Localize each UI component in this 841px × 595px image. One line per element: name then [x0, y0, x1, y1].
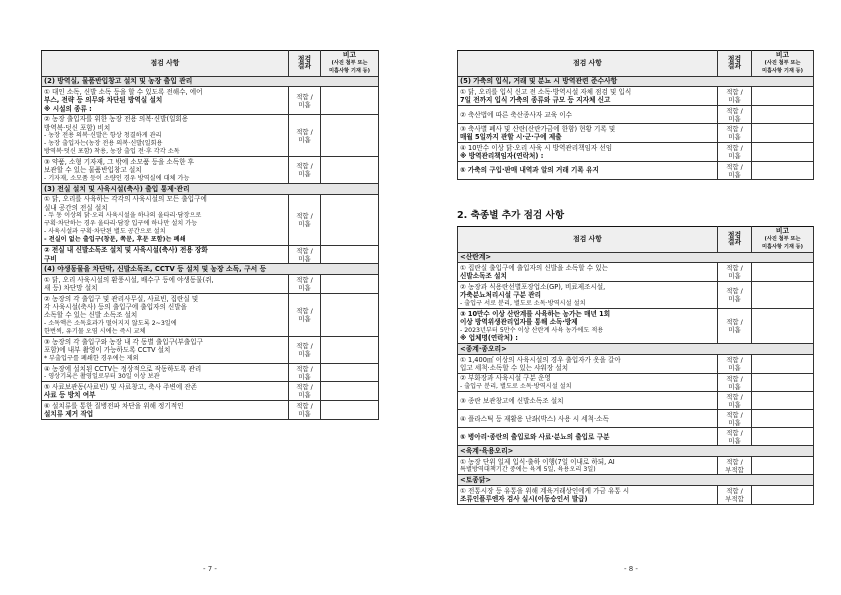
note-cell[interactable] [321, 245, 379, 264]
result-cell[interactable]: 적합 / 미흡 [718, 410, 752, 428]
check-item: ④ 농장에 설치된 CCTV는 정상적으로 작동하도록 관리 - 영상기록은 촬영일로부터 30일 이상 보관 [42, 364, 289, 382]
check-row [42, 157, 379, 184]
group-row: <육계·육용오리> [458, 446, 814, 457]
header-result: 점검 결과 [718, 227, 752, 253]
note-cell[interactable] [321, 364, 379, 382]
group-row: <토종닭> [458, 475, 814, 486]
check-item: ⑥ 설치류를 통한 질병전파 차단을 위해 정기적인 설치류 제거 작업 [42, 401, 289, 420]
section-row: (2) 방역실, 물품반입창고 설치 및 농장 출입 관리 [42, 76, 379, 87]
page-number: - 7 - [203, 565, 217, 573]
result-cell[interactable]: 적합 / 미흡 [718, 282, 752, 309]
check-item: ① 닭, 오리 사육시설의 환풍시설, 배수구 등에 야생동물(쥐, 새 등) 차단망 설치 [42, 275, 289, 294]
result-cell[interactable]: 적합 / 미흡 [718, 309, 752, 344]
check-row [42, 337, 379, 364]
check-row [458, 162, 814, 180]
check-item: ⑤ 가축의 구입·판매 내역과 알의 거래 기록 유지 [458, 162, 718, 180]
result-cell[interactable]: 적합 / 미흡 [289, 382, 321, 401]
header-result: 점검 결과 [718, 51, 752, 77]
check-item: ③ 농장의 각 출입구와 농장 내 각 동별 출입구(부출입구 포함)에 내부 촬영이 가능하도록 CCTV 설치 * 부출입구를 폐쇄한 경우에는 제외 [42, 337, 289, 364]
check-item: ③ 축사별 폐사 및 산란(산란가금에 한함) 현황 기록 및 매월 5일까지 관할 시·군·구에 제출 [458, 124, 718, 143]
header-note: 비고 (사진 첨부 또는 미흡사항 기재 등) [321, 51, 379, 77]
result-cell[interactable]: 적합 / 미흡 [289, 401, 321, 420]
result-cell[interactable]: 적합 / 미흡 [289, 275, 321, 294]
result-cell[interactable]: 적합 / 미흡 [289, 245, 321, 264]
check-row [42, 275, 379, 294]
note-cell[interactable] [752, 263, 814, 282]
check-item: ② 축산법에 따른 축산종사자 교육 이수 [458, 106, 718, 124]
page-number: - 8 - [624, 565, 638, 573]
note-cell[interactable] [752, 106, 814, 124]
check-row [458, 87, 814, 106]
result-cell[interactable]: 적합 / 미흡 [718, 106, 752, 124]
right-page [421, 0, 841, 595]
check-row [42, 194, 379, 245]
result-cell[interactable]: 적합 / 미흡 [718, 392, 752, 410]
check-row [42, 294, 379, 337]
note-cell[interactable] [752, 143, 814, 162]
note-cell[interactable] [752, 457, 814, 475]
result-cell[interactable]: 적합 / 미흡 [289, 157, 321, 184]
check-item: ① 닭, 오리를 사육하는 각각의 사육시설의 모든 출입구에 실내 공간의 전실 설치 - 두 동 이상의 닭·오리 사육시설을 하나의 울타리·담장으로 구획·차단하는 경우 울타리·담장 입구에 하나만 설치 가능 - 사육시설과 구획·차단된 별도 공간으로 설치 - 전실이 없는 출입구(창문, 쪽문, 후문 포함)는 폐쇄 [42, 194, 289, 245]
check-item: ① 닭, 오리를 입식 신고 전 소독·방역시설 자체 점검 및 입식 7일 전까지 입식 가축의 종류와 규모 등 지자체 신고 [458, 87, 718, 106]
note-cell[interactable] [321, 157, 379, 184]
left-page [0, 0, 420, 595]
check-item: ⑤ 사료보관동(사료빈) 및 사료창고, 축사 주변에 잔존 사료 등 방치 여부 [42, 382, 289, 401]
check-row [458, 373, 814, 391]
check-row [42, 87, 379, 114]
result-cell[interactable]: 적합 / 미흡 [718, 373, 752, 391]
check-item: ② 부화장과 사육시설 구분 운영 - 출입구 분리, 별도로 소독·방역시설 설치 [458, 373, 718, 391]
result-cell[interactable]: 적합 / 미흡 [718, 355, 752, 374]
table-header-row [42, 51, 379, 77]
result-cell[interactable]: 적합 / 부적합 [718, 457, 752, 475]
check-item: ④ 10만수 이상 닭·오리 사육 시 방역관리책임자 선임 ※ 방역관리책임자(연락처) : [458, 143, 718, 162]
check-row [42, 364, 379, 382]
check-row [458, 282, 814, 309]
section-heading: 2. 축종별 추가 점검 사항 [457, 210, 565, 221]
note-cell[interactable] [752, 124, 814, 143]
check-item: ① 농장 단위 일제 입식·출하 이행(7일 이내로 하되, AI 특별방역대책기간 중에는 육계 5일, 육용오리 3일) [458, 457, 718, 475]
header-item: 점검 사항 [458, 51, 718, 77]
result-cell[interactable]: 적합 / 미흡 [289, 364, 321, 382]
header-note: 비고 (사진 첨부 또는 미흡사항 기재 등) [752, 227, 814, 253]
result-cell[interactable]: 적합 / 미흡 [289, 114, 321, 157]
note-cell[interactable] [752, 309, 814, 344]
note-cell[interactable] [321, 294, 379, 337]
section-row: (4) 야생동물을 차단막, 신발소독조, CCTV 등 설치 및 농장 소독, 구서 등 [42, 264, 379, 275]
check-row [458, 457, 814, 475]
check-row [42, 114, 379, 157]
result-cell[interactable]: 적합 / 미흡 [718, 143, 752, 162]
note-cell[interactable] [752, 282, 814, 309]
check-item: ② 전실 내 신발소독조 설치 및 사육시설(축사) 전용 장화 구비 [42, 245, 289, 264]
check-row [458, 486, 814, 505]
header-item: 점검 사항 [458, 227, 718, 253]
result-cell[interactable]: 적합 / 미흡 [289, 294, 321, 337]
check-item: ② 농장과 식용란선별포장업소(GP), 비료제조시설, 가축분뇨처리시설 구분 관리 - 출입구 서로 분리, 별도로 소독·방역시설 설치 [458, 282, 718, 309]
check-item: ① 집란실 출입구에 출입자의 신발을 소독할 수 있는 신발소독조 설치 [458, 263, 718, 282]
header-result: 점검 결과 [289, 51, 321, 77]
note-cell[interactable] [752, 428, 814, 446]
right-checklist-table-2 [457, 226, 814, 505]
check-row [458, 410, 814, 428]
check-row [458, 124, 814, 143]
group-row: <종계·종오리> [458, 344, 814, 355]
check-item: ② 농장 출입자를 위한 농장 전용 의복·신발(일회용 방역복·덧신 포함) 비치 - 농장 전용 의복·신발은 항상 청결하게 관리 - 농장 출입자는(농장 전용 의복·신발(일회용 방역복·덧신 포함) 착용, 농장 출입 전·후 각각 소독 [42, 114, 289, 157]
note-cell[interactable] [321, 337, 379, 364]
header-note: 비고 (사진 첨부 또는 미흡사항 기재 등) [752, 51, 814, 77]
check-item: ③ 종란 보관창고에 신발소독조 설치 [458, 392, 718, 410]
result-cell[interactable]: 적합 / 미흡 [289, 337, 321, 364]
result-cell[interactable]: 적합 / 미흡 [718, 162, 752, 180]
check-row [458, 428, 814, 446]
note-cell[interactable] [752, 373, 814, 391]
result-cell[interactable]: 적합 / 미흡 [289, 87, 321, 114]
note-cell[interactable] [752, 87, 814, 106]
table-header-row [458, 51, 814, 77]
note-cell[interactable] [752, 486, 814, 505]
check-item: ① 1,400㎡ 이상의 사육시설의 경우 출입자가 옷을 갈아 입고 세척·소독할 수 있는 샤워장 설치 [458, 355, 718, 374]
note-cell[interactable] [752, 392, 814, 410]
result-cell[interactable]: 적합 / 미흡 [289, 194, 321, 245]
check-item: ① 대인 소독, 신발 소독 등을 할 수 있도록 전해수, 에어 부스, 전략 등 의무와 차단된 방역실 설치 ※ 시설의 종류 : [42, 87, 289, 114]
result-cell[interactable]: 적합 / 미흡 [718, 124, 752, 143]
note-cell[interactable] [321, 114, 379, 157]
check-row [458, 263, 814, 282]
note-cell[interactable] [752, 410, 814, 428]
check-row [458, 143, 814, 162]
check-item: ③ 10만수 이상 산란계를 사육하는 농가는 매년 1회 이상 방역위생관리업자를 통해 소독·방제 - 2023년부터 5만수 이상 산란계 사육 농가에도 적용 ※ 업체명(연락처) : [458, 309, 718, 344]
check-row [458, 355, 814, 374]
check-row [458, 309, 814, 344]
section-row: (5) 가축의 입식, 거래 및 분뇨 시 방역관련 준수사항 [458, 76, 814, 87]
note-cell[interactable] [752, 162, 814, 180]
check-item: ① 전통시장 등 유통을 위해 계육거래상인에게 가금 유통 시 조류인플루엔자 검사 실시(이동승인서 발급) [458, 486, 718, 505]
result-cell[interactable]: 적합 / 미흡 [718, 428, 752, 446]
note-cell[interactable] [321, 87, 379, 114]
result-cell[interactable]: 적합 / 부적합 [718, 486, 752, 505]
result-cell[interactable]: 적합 / 미흡 [718, 87, 752, 106]
result-cell[interactable]: 적합 / 미흡 [718, 263, 752, 282]
group-row: <산란계> [458, 252, 814, 263]
check-row [42, 245, 379, 264]
note-cell[interactable] [321, 382, 379, 401]
check-item: ② 농장의 각 출입구 및 관리사무실, 사료빈, 집란실 및 각 사육시설(축사) 등의 출입구에 출입자의 신발을 소독할 수 있는 신발 소독조 설치 - 소독액은 소독효과가 떨어지지 않도록 2~3일에 한번씩, 유기물 오염 시에는 즉시 교체 [42, 294, 289, 337]
right-checklist-table-1 [457, 50, 814, 180]
check-item: ③ 약품, 소형 기자재, 그 밖에 소모품 등을 소독한 후 보관할 수 있는 물품반입창고 설치 - 기자재, 소모품 등이 소량인 경우 방역실에 대체 가능 [42, 157, 289, 184]
note-cell[interactable] [752, 355, 814, 374]
note-cell[interactable] [321, 401, 379, 420]
check-row [458, 392, 814, 410]
section-row: (3) 전실 설치 및 사육시설(축사) 출입 통제·관리 [42, 184, 379, 195]
check-row [458, 106, 814, 124]
note-cell[interactable] [321, 194, 379, 245]
header-item: 점검 사항 [42, 51, 289, 77]
table-header-row [458, 227, 814, 253]
check-row [42, 401, 379, 420]
check-item: ⑤ 병아리·종란의 출입로와 사료·분뇨의 출입로 구분 [458, 428, 718, 446]
left-checklist-table [41, 50, 379, 420]
note-cell[interactable] [321, 275, 379, 294]
check-item: ④ 플라스틱 등 재활용 난좌(박스) 사용 시 세척·소독 [458, 410, 718, 428]
check-row [42, 382, 379, 401]
